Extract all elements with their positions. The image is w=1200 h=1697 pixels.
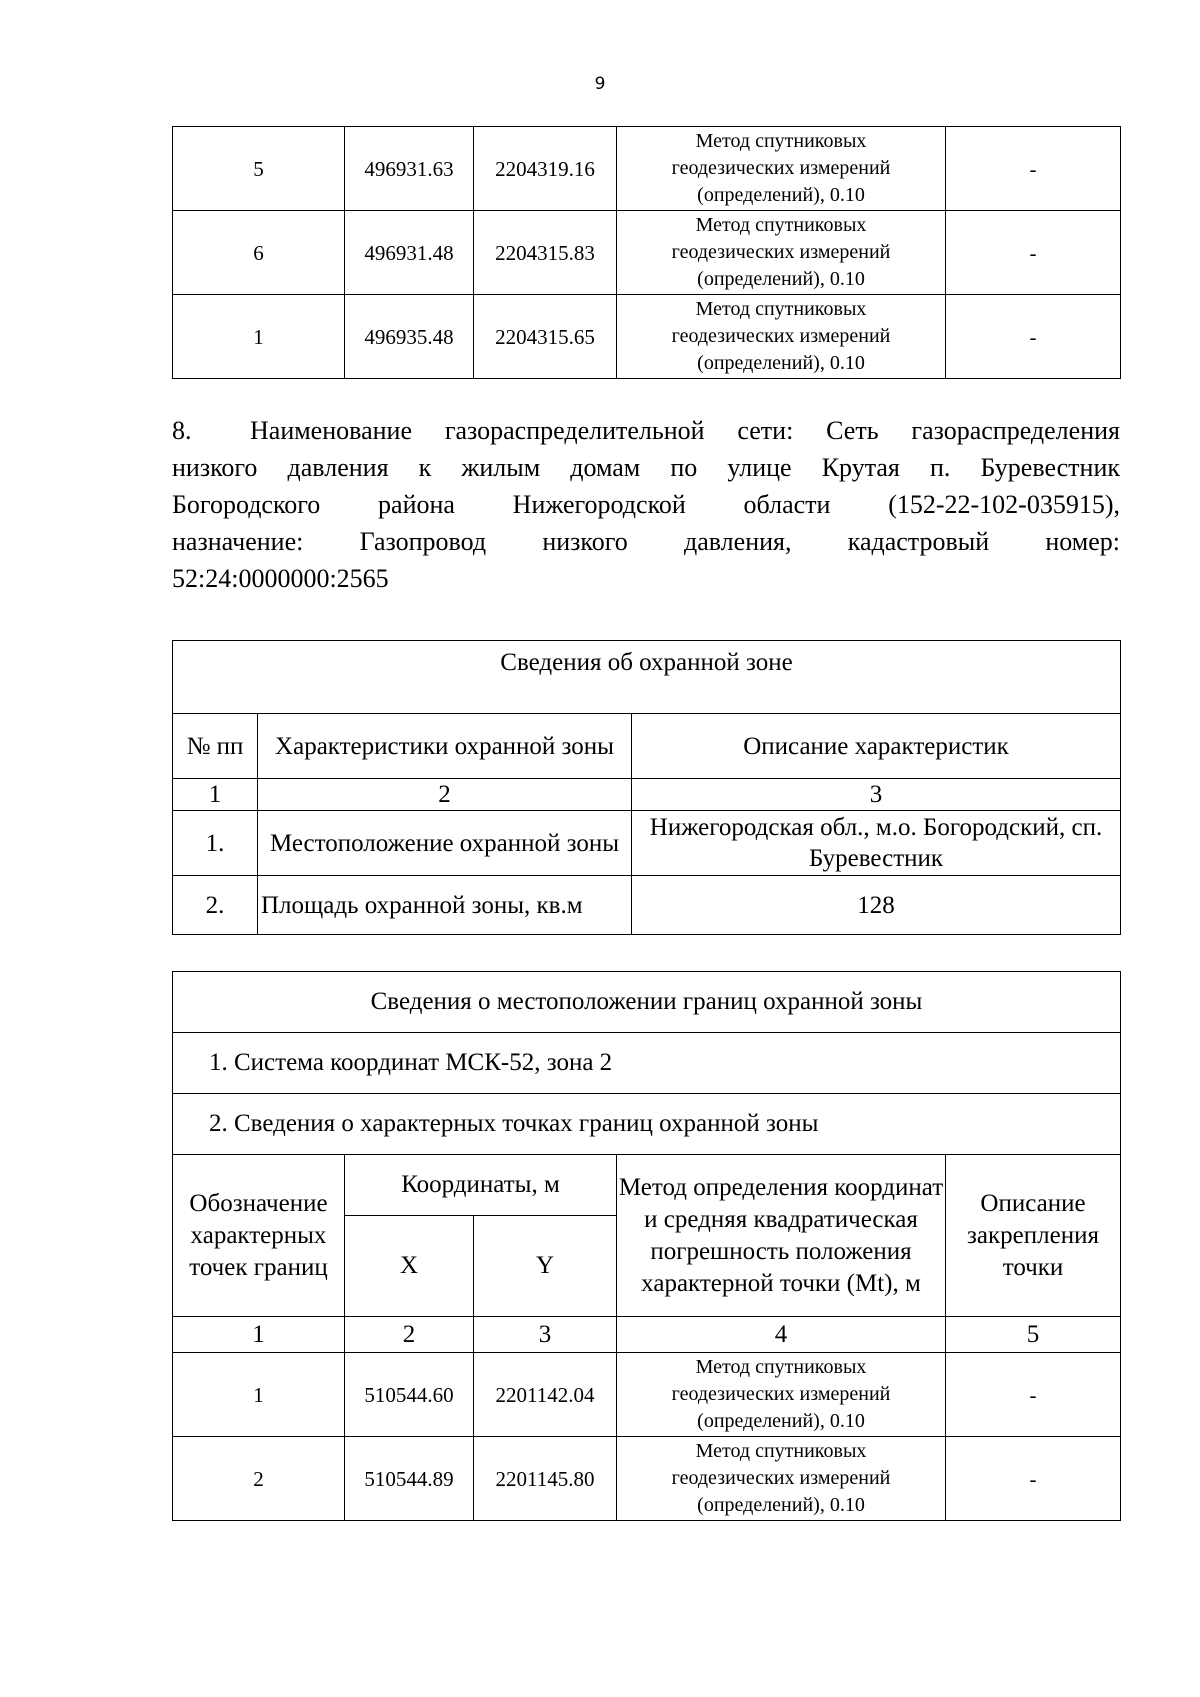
column-header: Описание характеристик <box>632 714 1121 779</box>
table-title: Сведения о местоположении границ охранной зоны <box>173 972 1121 1033</box>
column-index: 5 <box>946 1317 1121 1353</box>
coord-x: 496935.48 <box>345 295 474 379</box>
column-index: 2 <box>345 1317 474 1353</box>
column-index: 4 <box>617 1317 946 1353</box>
point-description: - <box>946 211 1121 295</box>
paragraph-line: назначение: Газопровод низкого давления, кадастровый номер: <box>172 527 1120 556</box>
coord-x: 510544.60 <box>345 1353 474 1437</box>
table-row <box>173 1437 1121 1521</box>
network-description-paragraph <box>172 412 1120 597</box>
column-header: Характеристики охранной зоны <box>258 714 632 779</box>
paragraph-line: 8. Наименование газораспределительной сети: Сеть газораспределения <box>172 412 1120 449</box>
column-index: 3 <box>474 1317 617 1353</box>
boundary-points-table <box>172 971 1121 1521</box>
method-cell: Метод спутниковых геодезических измерений (определений), 0.10 <box>617 1437 946 1521</box>
method-cell: Метод спутниковых геодезических измерений (определений), 0.10 <box>617 295 946 379</box>
table-row <box>173 1353 1121 1437</box>
characteristic: Площадь охранной зоны, кв.м <box>258 876 632 935</box>
column-header: X <box>345 1216 474 1317</box>
table-row <box>173 295 1121 379</box>
points-table-continued <box>172 126 1121 379</box>
row-number: 2. <box>173 876 258 935</box>
description: Нижегородская обл., м.о. Богородский, сп. Буревестник <box>632 811 1121 876</box>
coord-x: 496931.63 <box>345 127 474 211</box>
coord-y: 2201145.80 <box>474 1437 617 1521</box>
point-description: - <box>946 295 1121 379</box>
paragraph-line: 52:24:0000000:2565 <box>172 564 389 593</box>
index-row <box>173 779 1121 811</box>
header-row <box>173 714 1121 779</box>
coord-y: 2204319.16 <box>474 127 617 211</box>
coord-y: 2204315.83 <box>474 211 617 295</box>
point-description: - <box>946 1437 1121 1521</box>
column-index: 1 <box>173 1317 345 1353</box>
table-row <box>173 127 1121 211</box>
column-index: 2 <box>258 779 632 811</box>
column-index: 1 <box>173 779 258 811</box>
method-cell: Метод спутниковых геодезических измерений (определений), 0.10 <box>617 211 946 295</box>
table-row <box>173 876 1121 935</box>
table-title: Сведения об охранной зоне <box>173 641 1121 714</box>
coord-y: 2204315.65 <box>474 295 617 379</box>
point-description: - <box>946 127 1121 211</box>
header-row <box>173 1155 1121 1216</box>
point-label: 6 <box>173 211 345 295</box>
point-label: 1 <box>173 295 345 379</box>
coordinate-system: 1. Система координат МСК-52, зона 2 <box>173 1033 1121 1094</box>
paragraph-line: Богородского района Нижегородской области (152-22-102-035915), <box>172 490 1120 519</box>
paragraph-line: низкого давления к жилым домам по улице Крутая п. Буревестник <box>172 453 1120 482</box>
point-label: 2 <box>173 1437 345 1521</box>
column-header: Обозначение характерных точек границ <box>173 1155 345 1317</box>
protection-zone-table <box>172 640 1121 935</box>
method-cell: Метод спутниковых геодезических измерений (определений), 0.10 <box>617 1353 946 1437</box>
point-label: 5 <box>173 127 345 211</box>
column-header: Y <box>474 1216 617 1317</box>
index-row <box>173 1317 1121 1353</box>
points-heading: 2. Сведения о характерных точках границ охранной зоны <box>173 1094 1121 1155</box>
column-header: Координаты, м <box>345 1155 617 1216</box>
column-header: № пп <box>173 714 258 779</box>
coord-x: 496931.48 <box>345 211 474 295</box>
characteristic: Местоположение охранной зоны <box>258 811 632 876</box>
coord-y: 2201142.04 <box>474 1353 617 1437</box>
column-header: Метод определения координат и средняя квадратическая погрешность положения характерной точки (Mt), м <box>617 1155 946 1317</box>
coord-x: 510544.89 <box>345 1437 474 1521</box>
paragraph-number: 8. <box>172 416 192 445</box>
page-number: 9 <box>594 74 606 94</box>
column-header: Описание закрепления точки <box>946 1155 1121 1317</box>
column-index: 3 <box>632 779 1121 811</box>
method-cell: Метод спутниковых геодезических измерений (определений), 0.10 <box>617 127 946 211</box>
table-row <box>173 211 1121 295</box>
row-number: 1. <box>173 811 258 876</box>
point-label: 1 <box>173 1353 345 1437</box>
table-row <box>173 811 1121 876</box>
description: 128 <box>632 876 1121 935</box>
point-description: - <box>946 1353 1121 1437</box>
